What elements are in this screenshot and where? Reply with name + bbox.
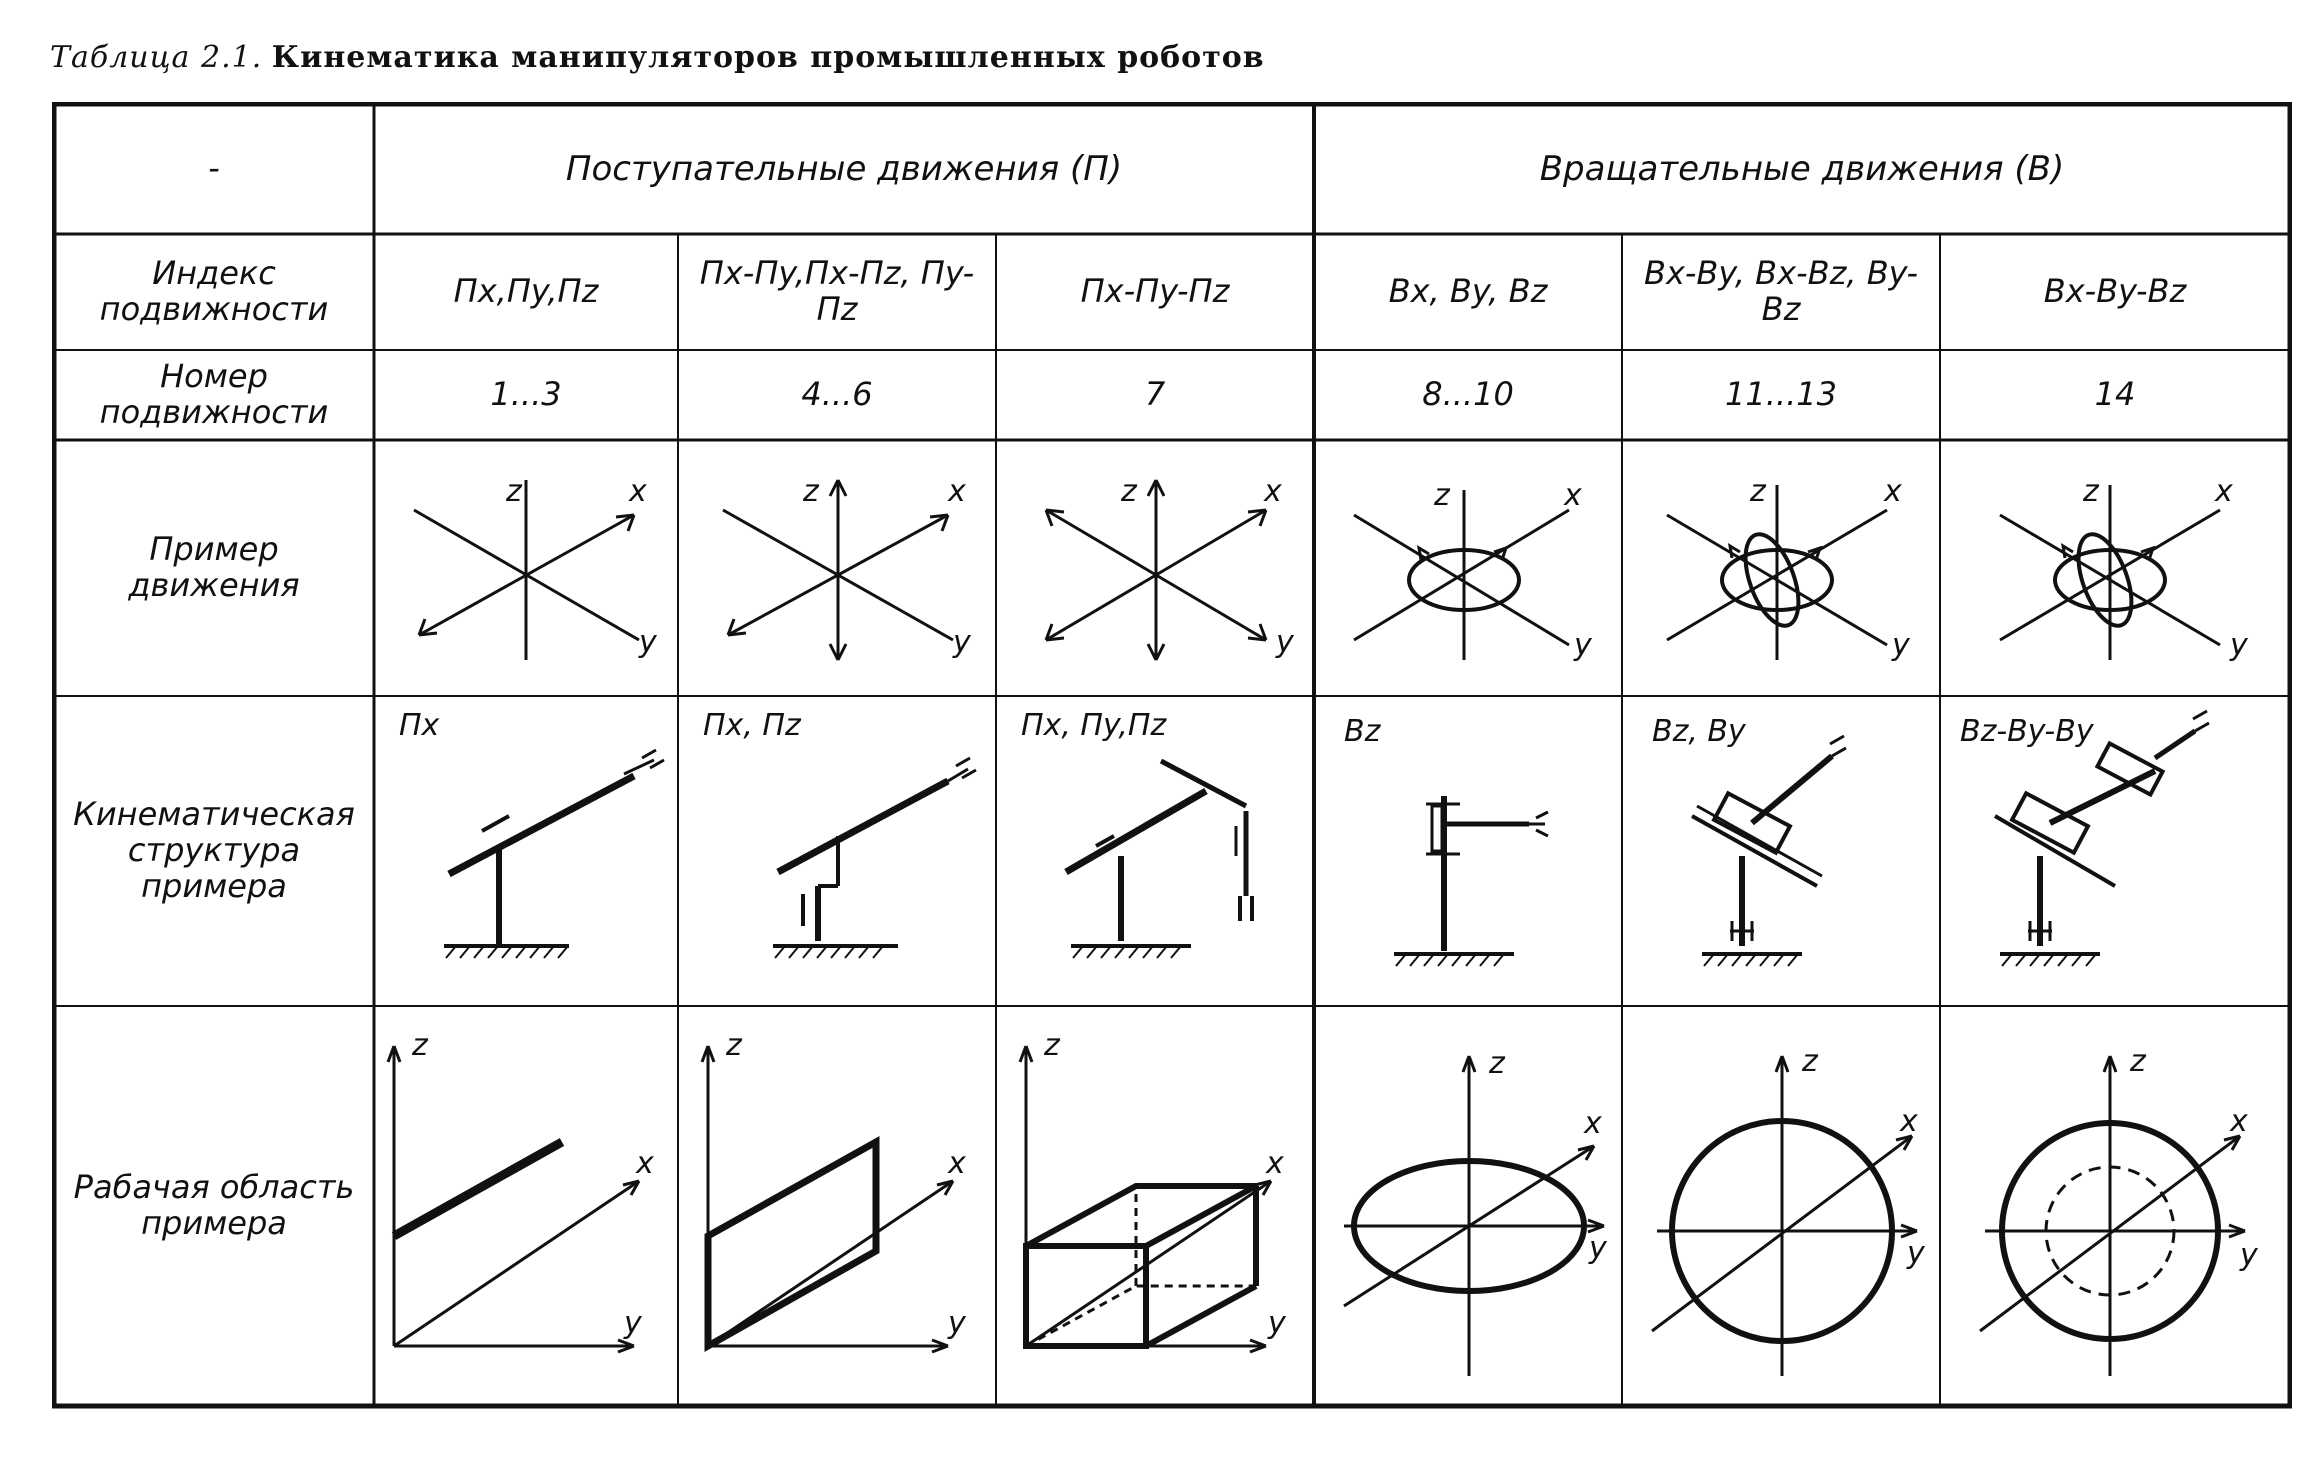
header-translational: Поступательные движения (П) [565, 148, 1123, 189]
index-cell: Вx, Вy, Вz [1388, 272, 1548, 311]
number-cell: 11...13 [1725, 375, 1837, 414]
header-rotational: Вращательные движения (В) [1539, 148, 2065, 189]
caption-title: Кинематика манипуляторов промышленных роботов [271, 40, 1265, 75]
workspace-diagram-icon [1314, 1006, 1622, 1406]
corner-cell: - [208, 149, 220, 188]
number-cell: 1...3 [490, 375, 562, 414]
workspace-diagram-icon [678, 1006, 996, 1406]
manipulator-schematic-icon [374, 696, 678, 1006]
index-cell: Пx-Пy-Пz [1080, 272, 1230, 311]
number-cell: 7 [1144, 375, 1166, 414]
row-label-index: Индекс подвижности [99, 254, 329, 328]
workspace-diagram-icon [1622, 1006, 1940, 1406]
manipulator-schematic-icon [1314, 696, 1622, 1006]
index-cell: Вx-Вy, Вx-Вz, Вy-Вz [1643, 254, 1918, 328]
workspace-diagram-icon [374, 1006, 678, 1406]
manipulator-schematic-icon [678, 696, 996, 1006]
number-cell: 8...10 [1422, 375, 1514, 414]
number-cell: 4...6 [801, 375, 873, 414]
index-cell: Пx-Пy,Пx-Пz, Пy-Пz [699, 254, 975, 328]
row-label-structure: Кинематическая структура примера [73, 795, 355, 905]
workspace-diagram-icon [1940, 1006, 2290, 1406]
caption-label: Таблица 2.1. [50, 40, 263, 75]
manipulator-schematic-icon [1940, 696, 2290, 1006]
number-cell: 14 [2094, 375, 2136, 414]
table-caption [50, 40, 1265, 75]
index-cell: Пx,Пy,Пz [453, 272, 599, 311]
row-label-example: Пример движения [128, 530, 300, 604]
manipulator-schematic-icon [996, 696, 1314, 1006]
row-label-workspace: Рабачая область примера [73, 1168, 355, 1242]
index-cell: Вx-Вy-Вz [2043, 272, 2187, 311]
manipulator-schematic-icon [1622, 696, 1940, 1006]
row-label-number: Номер подвижности [99, 357, 329, 431]
workspace-diagram-icon [996, 1006, 1314, 1406]
